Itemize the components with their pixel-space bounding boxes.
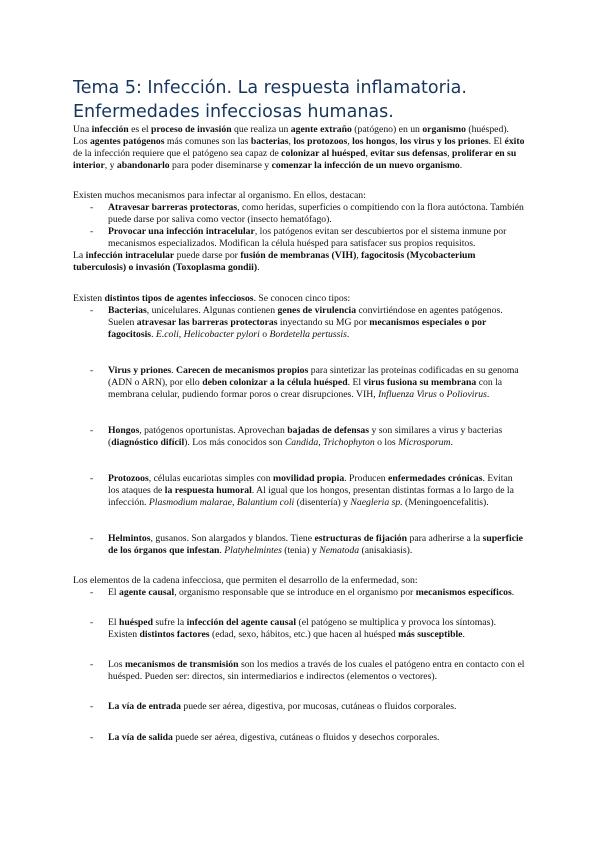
mechanisms-list <box>73 202 525 250</box>
list-item: - Los mecanismos de transmisión son los medios a través de los cuales el patógeno entra en contacto con el huésped. Pueden ser: directos, sin intermediarios e indirectos (elementos o vectores). <box>73 659 525 683</box>
page-title: Tema 5: Infección. La respuesta inflamatoria. Enfermedades infecciosas humanas. <box>73 78 467 122</box>
list-item: - Protozoos, células eucariotas simples con movilidad propia. Producen enfermedades crónicas. Evitan los ataques de la respuesta humoral. Al igual que los hongos, presentan distintas formas a lo largo de la infección. Plasmodium malarae, Balantium coli (disentería) y Naegleria sp. (Meningoencefalitis). <box>73 473 525 509</box>
agents-lead: Existen distintos tipos de agentes infecciosos. Se conocen cinco tipos: <box>73 292 351 304</box>
mechanisms-lead: Existen muchos mecanismos para infectar al organismo. En ellos, destacan: <box>73 190 366 202</box>
agents-list <box>73 305 525 558</box>
list-item: - Provocar una infección intracelular, los patógenos evitan ser descubiertos por el sistema inmune por mecanismos especializados. Modifican la célula huésped para satisfacer sus propios requisitos. <box>73 226 525 250</box>
list-item: - La vía de entrada puede ser aérea, digestiva, por mucosas, cutáneas o fluidos corporales. <box>73 701 525 713</box>
list-item: - Bacterias, unicelulares. Algunas contienen genes de virulencia convirtiéndose en agentes patógenos. Suelen atravesar las barreras protectoras inyectando su MG por mecanismos especiales o por fagocitosis. E.coli, Helicobacter pylori o Bordetella pertussis. <box>73 305 525 341</box>
list-item: - Helmintos, gusanos. Son alargados y blandos. Tiene estructuras de fijación para adherirse a la superficie de los órganos que infestan. Platyhelmintes (tenia) y Nematoda (anisakiasis). <box>73 533 525 557</box>
list-item: - Atravesar barreras protectoras, como heridas, superficies o compitiendo con la flora autóctona. También puede darse por saliva como vector (insecto hematófago). <box>73 202 525 226</box>
list-item: - Virus y priones. Carecen de mecanismos propios para sintetizar las proteínas codificadas en su genoma (ADN o ARN), por ello deben colonizar a la célula huésped. El virus fusiona su membrana con la membrana celular, pudiendo formar poros o crear disrupciones. VIH, Influenza Virus o Poliovirus. <box>73 365 525 401</box>
list-item: - Hongos, patógenos oportunistas. Aprovechan bajadas de defensas y son similares a virus y bacterias (diagnóstico difícil). Los más conocidos son Candida, Trichophyton o los Microsporum. <box>73 425 525 449</box>
chain-lead: Los elementos de la cadena infecciosa, que permiten el desarrollo de la enfermedad, son: <box>73 575 418 587</box>
list-item: - El agente causal, organismo responsable que se introduce en el organismo por mecanismos específicos. <box>73 587 525 599</box>
intro-paragraph: Una infección es el proceso de invasión que realiza un agente extraño (patógeno) en un organismo (huésped). Los agentes patógenos más comunes son las bacterias, los protozoos, los hongos, los virus y los priones. El éxito de la infección requiere que el patógeno sea capaz de colonizar al huésped, evitar sus defensas, proliferar en su interior, y abandonarlo para poder diseminarse y comenzar la infección de un nuevo organismo. <box>73 124 525 172</box>
list-item: - La vía de salida puede ser aérea, digestiva, cutáneas o fluidos y desechos corporales. <box>73 732 525 744</box>
list-item: - El huésped sufre la infección del agente causal (el patógeno se multiplica y provoca los síntomas). Existen distintos factores (edad, sexo, hábitos, etc.) que hacen al huésped más susceptible. <box>73 617 525 641</box>
body-text <box>73 124 525 744</box>
chain-list <box>73 587 525 743</box>
mechanisms-tail: La infección intracelular puede darse por fusión de membranas (VIH), fagocitosis (Mycobacterium tuberculosis) o invasión (Toxoplasma gondii). <box>73 250 476 274</box>
